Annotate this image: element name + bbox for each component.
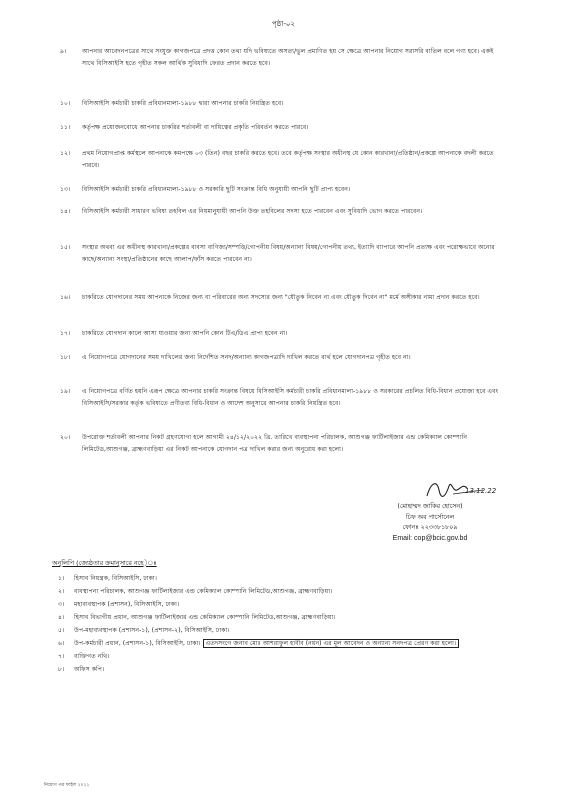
item-number: ২। (58, 588, 65, 595)
signatory-designation: চিফ অব পার্সোনেল (405, 513, 455, 521)
item-text: হিসাব বিভাগীয় প্রধান, আশুগঞ্জ ফার্টিলাইজার এন্ড কেমিক্যাল কোম্পানি লিমিটেড,আশুগঞ্জ, ব্রাহ্মণবাড়িয়া। (74, 614, 336, 621)
item-number: ৫। (58, 627, 65, 634)
list-item (52, 637, 512, 650)
list-item (52, 611, 512, 624)
clause-number: ১০। (60, 100, 71, 107)
list-item (52, 598, 512, 611)
item-text: ব্যবস্থাপনা পরিচালক, আশুগঞ্জ ফার্টিলাইজার এন্ড কেমিক্যাল কোম্পানি লিমিটেড,আশুগঞ্জ, ব্রাহ্মণবাড়িয়া। (74, 588, 333, 595)
clause-17 (62, 328, 507, 340)
item-text: হিসাব নিয়ন্ত্রক, বিসিআইসি, ঢাকা। (74, 575, 157, 582)
clause-text: এ নিয়োগপত্রে বর্ণিত হয়নি এরূপ ক্ষেত্রে আপনার চাকরি সংক্রান্ত বিষয়ে বিসিআইসি কর্মচারী চাকরি প্রবিধানমালা-১৯৮৮ ও সরকারের প্রচলিত বিধি-বিধান প্রযোজ্য হবে এবং বিসিআইসি/সরকার কর্তৃক ভবিষ্যতে প্রণীতব্য বিধি-বিধান ও আদেশ অনুসারে আপনার চাকরি নিয়ন্ত্রিত হবে। (82, 388, 499, 407)
item-text: মহাব্যবস্থাপক (প্রশাসন), বিসিআইসি, ঢাকা। (74, 601, 180, 608)
signatory-email: Email: cop@bcic.gov.bd (392, 534, 468, 542)
item-number: ১। (58, 575, 65, 582)
clause-number: ৯। (60, 48, 67, 55)
clause-13 (62, 184, 507, 196)
handwritten-signature (423, 476, 503, 502)
clause-number: ২০। (60, 434, 71, 441)
footer-note: নিয়োগ পত্র ফাইল ২০২২ (44, 783, 90, 788)
clause-number: ১৫। (60, 244, 71, 251)
page-number: পৃষ্ঠা-০২ (272, 20, 295, 28)
signatory-phone: ফোনঃ ২২৩৩৮১৮০৯ (402, 524, 458, 531)
item-number: ৬। (58, 640, 65, 647)
clause-number: ১৪। (60, 208, 71, 215)
clause-number: ১৭। (60, 330, 71, 337)
copy-list (52, 572, 512, 676)
clause-10 (62, 98, 507, 110)
clause-18 (62, 352, 507, 364)
clause-text: বিসিআইসি কর্মচারী চাকরি প্রবিধানমালা-১৯৮৮ দ্বারা আপনার চাকরি নিয়ন্ত্রিত হবে। (82, 100, 284, 107)
item-text: ব্যক্তিগত নথি। (74, 653, 110, 660)
clause-text: এ নিয়োগপত্রে যোগদানের সময় দাখিলের জন্য নির্দেশিত সনদ/অন্যান্য কাগজপত্রাদি দাখিল করতে ব্যর্থ হলে যোগদানপত্র গৃহীত হবে না। (82, 354, 411, 361)
clause-number: ১৬। (60, 294, 71, 301)
clause-text: বিসিআইসি কর্মচারী চাকরি প্রবিধানমালা-১৯৮৮ ও সরকারি ছুটি সংক্রান্ত বিধি অনুযায়ী আপনি ছুটি প্রাপ্য হবেন। (82, 186, 351, 193)
clause-text: প্রথম নিয়োগপ্রাপ্ত কর্মস্থলে আপনাকে কমপক্ষে ০৩ (তিন) বছর চাকরি করতে হবে। তবে কর্তৃপক্ষ সংস্থার অধীনস্থ যে কোন কারখানা/প্রতিষ্ঠান/প্রকল্পে আপনাকে বদলী করতে পারবে। (82, 150, 494, 169)
clause-text: কর্তৃপক্ষ প্রয়োজনবোধে আপনার চাকরির শর্তাবলী বা দায়িত্বের প্রকৃতি পরিবর্তন করতে পারবে। (82, 124, 309, 131)
list-item (52, 585, 512, 598)
clause-19 (62, 386, 507, 410)
item-number: ৮। (58, 666, 65, 673)
clause-number: ১১। (60, 124, 71, 131)
item-number: ৪। (58, 614, 65, 621)
clause-text: সংস্থার অথবা এর অধীনস্থ কারখানা/প্রকল্পের ব্যবসা বাণিজ্য/সম্পত্তি/গোপনীয় বিষয়/অন্যান্য বিষয়/গোপনীয় তথ্য, ইত্যাদি ব্যাপারে আপনি প্রত্যক্ষ এবং পরোক্ষভাবে অন্যের কাছে/অন্যান্য সংস্থা/প্রতিষ্ঠানের কাছে আলাপ/ফাঁস করতে পারবেন না। (82, 244, 495, 263)
item-text: উপ-মহাব্যবস্থাপক (প্রশাসন-১), (প্রশাসন-২), বিসিআইসি, ঢাকা। (74, 627, 230, 634)
clause-text: আপনার আবেদনপত্রের সাথে সংযুক্ত কাগজপত্রে প্রদত্ত কোন তথ্য যদি ভবিষ্যতে অসত্য/ভুল প্রমাণিত হয় সে ক্ষেত্রে আপনার নিয়োগ সরাসরি বাতিল বলে গণ্য হবে। একই সাথে বিসিআইসি হতে গৃহীত সকল আর্থিক সুবিধাদি ফেরত প্রদান করতে হবে। (82, 48, 494, 67)
clause-number: ১২। (60, 150, 71, 157)
item-text: উপ-কর্মচারী প্রধান, (প্রশাসন-১), বিসিআইসি, ঢাকা। (74, 640, 201, 647)
clause-text: চাকরিতে যোগদান কালে আসা যাওয়ার জন্য আপনি কোন টিএ/ডিএ প্রাপ্য হবেন না। (82, 330, 288, 337)
clause-number: ১৮। (60, 354, 71, 361)
clause-15 (62, 242, 507, 266)
clause-12 (62, 148, 507, 172)
clause-9 (62, 46, 507, 70)
clause-text: উপরোক্ত শর্তাবলী আপনার নিকট গ্রহণযোগ্য হলে আগামী ২৪/১২/২০২২ খ্রি. তারিখে ব্যবস্থাপনা পরিচালক, আশুগঞ্জ ফার্টিলাইজার এন্ড কেমিক্যাল কোম্পানি লিমিটেড,আশুগঞ্জ, ব্রাহ্মণবাড়িয়া এর নিকট আপনাকে যোগদান পত্র দাখিল করার জন্য অনুরোধ করা হলো। (82, 434, 468, 453)
signatory-name: (মোহাম্মদ জাকির হোসেন) (397, 503, 463, 510)
clause-number: ১৩। (60, 186, 71, 193)
signature-date: 13.12.22 (465, 487, 497, 495)
enclosure-note: এতদসংগে জনাব মোঃ আশরাফুল হাবীব (নয়ন) এর মূল আবেদন ও অন্যান্য সনদপত্র প্রেরণ করা হলো। (203, 639, 460, 648)
item-text: অফিস কপি। (74, 666, 105, 673)
clause-14 (62, 206, 507, 218)
clause-11 (62, 122, 507, 134)
clause-number: ১৯। (60, 388, 71, 395)
copy-heading: অনুলিপি (জ্যেষ্ঠতার ক্রমানুসারে নহে)ঃ (52, 559, 157, 567)
clause-text: বিসিআইসি কর্মচারী সাধারণ ভবিষ্য তহবিল এর নিয়মানুযায়ী আপনি উক্ত তহবিলের সদস্য হতে পারবেন এবং সুবিধাদি ভোগ করতে পারবেন। (82, 208, 423, 215)
list-item (52, 624, 512, 637)
list-item (52, 663, 512, 676)
item-number: ৩। (58, 601, 65, 608)
list-item (52, 650, 512, 663)
clause-16 (62, 292, 507, 304)
clause-text: চাকরিতে যোগদানের সময় আপনাকে নিজের জন্য বা পরিবারের অন্য সদস্যের জন্য "যৌতুক নিবেন না এবং যৌতুক দিবেন না" মর্মে অঙ্গীকার নামা প্রদান করতে হবে। (82, 294, 480, 301)
clause-20 (62, 432, 507, 456)
list-item (52, 572, 512, 585)
item-number: ৭। (58, 653, 65, 660)
